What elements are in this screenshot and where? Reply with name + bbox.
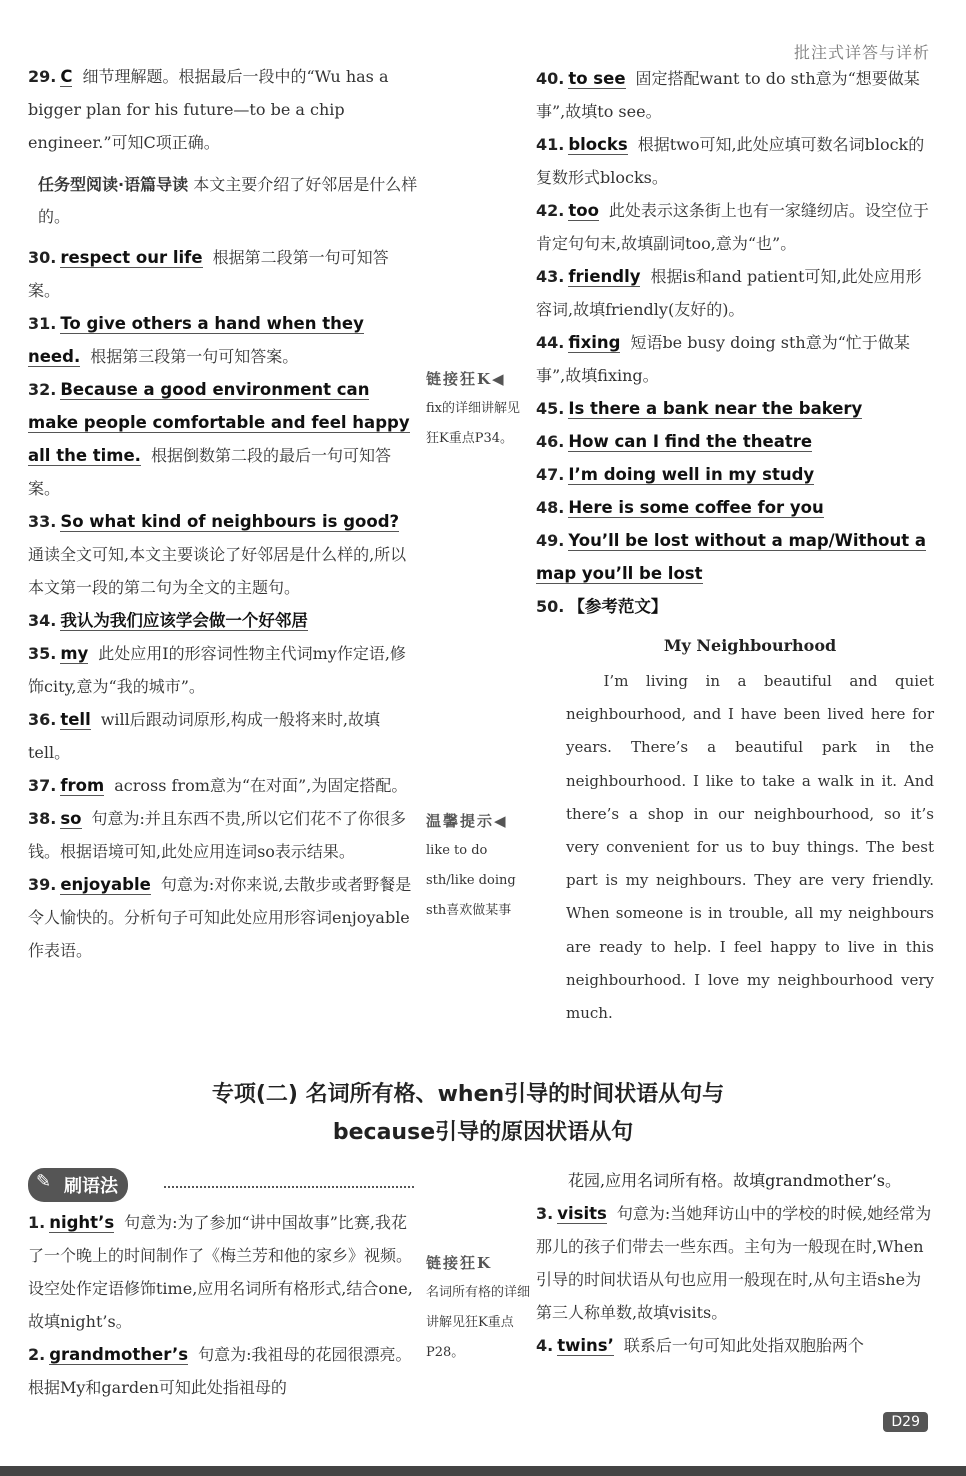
answer-item: 3. visits 句意为:当她拜访山中的学校的时候,她经常为那儿的孩子们带去一些东西。主句为一般现在时,When引导的时间状语从句也应用一般现在时,从句主语she为第三人称单数,故填visits。: [536, 1204, 932, 1322]
section-title: 专项(二) 名词所有格、when引导的时间状语从句与 because引导的原因状语从句: [211, 1082, 725, 1145]
answer-item: 50. 【参考范文】: [536, 597, 668, 616]
answer-item: 49. You’ll be lost without a map/Without a map you’ll be lost: [536, 531, 927, 583]
side-note-possessive: 链接狂K 名词所有格的详细讲解见狂K重点P28。: [426, 1254, 531, 1360]
grammar-bar: [28, 1168, 418, 1204]
answer-item: 4. twins’ 联系后一句可知此处指双胞胎两个: [536, 1336, 864, 1355]
answer-item: 40. to see 固定搭配want to do sth意为“想要做某事”,故填to see。: [536, 69, 920, 121]
answer-item: 46. How can I find the theatre: [536, 432, 813, 451]
answer-item: 33. So what kind of neighbours is good?通读全文可知,本文主要谈论了好邻居是什么样的,所以本文第一段的第二句为全文的主题句。: [28, 512, 407, 597]
page-number: D29: [883, 1412, 928, 1432]
footer-bar: [0, 1466, 966, 1476]
answer-item: 35. my 此处应用I的形容词性物主代词my作定语,修饰city,意为“我的城市”。: [28, 644, 406, 696]
side-note-tip: 温馨提示◀ like to do sth/like doing sth喜欢做某事: [426, 812, 516, 918]
page-header: 批注式详答与详析: [793, 43, 930, 62]
grammar-label: ✎ 刷语法: [28, 1168, 128, 1202]
answer-item: 45. Is there a bank near the bakery: [536, 399, 863, 418]
answer-item: 31. To give others a hand when they need. 根据第三段第一句可知答案。: [28, 314, 364, 366]
essay-title: My Neighbourhood: [663, 636, 837, 655]
answer-item: 36. tell will后跟动词原形,构成一般将来时,故填tell。: [28, 710, 380, 762]
reading-guide: 任务型阅读·语篇导读 本文主要介绍了好邻居是什么样的。: [38, 175, 418, 226]
answer-item: 1. night’s 句意为:为了参加“讲中国故事”比赛,我花了一个晚上的时间制作了《梅兰芳和他的家乡》视频。设空处作定语修饰time,应用名词所有格形式,结合one,故填night’s。: [28, 1213, 413, 1331]
answer-item: 41. blocks 根据two可知,此处应填可数名词block的复数形式blocks。: [536, 135, 925, 187]
answer-item: 2. grandmother’s 句意为:我祖母的花园很漂亮。根据My和garden可知此处指祖母的: [28, 1345, 412, 1397]
answer-item: 34. 我认为我们应该学会做一个好邻居: [28, 611, 308, 630]
left-column: [28, 60, 420, 967]
answer-item: 39. enjoyable 句意为:对你来说,去散步或者野餐是令人愉快的。分析句子可知此处应用形容词enjoyable作表语。: [28, 875, 412, 960]
answer-item: 48. Here is some coffee for you: [536, 498, 824, 517]
essay-body: I’m living in a beautiful and quiet neighbourhood, and I have been lived here for years. There’s a beautiful park in the neighbourhood. I like to take a walk in it. And there’s a shop in our neighbourhood, so it’s very convenient for us to buy things. The best part is my neighbours. They are very friendly. When someone is in trouble, all my neighbours are ready to help. I feel happy to live in this neighbourhood. I love my neighbourhood very much.: [566, 672, 934, 1023]
bottom-left-column: [28, 1206, 420, 1404]
answer-item: 38. so 句意为:并且东西不贵,所以它们花不了你很多钱。根据语境可知,此处应用连词so表示结果。: [28, 809, 406, 861]
dotted-divider: [164, 1186, 414, 1188]
pencil-icon: ✎: [36, 1171, 52, 1192]
answer-item: 37. from across from意为“在对面”,为固定搭配。: [28, 776, 408, 795]
answer-continuation: 花园,应用名词所有格。故填grandmother’s。: [568, 1171, 902, 1190]
right-column: [536, 62, 934, 1030]
answer-item: 42. too 此处表示这条街上也有一家缝纫店。设空位于肯定句句末,故填副词too,意为“也”。: [536, 201, 929, 253]
answer-item: 44. fixing 短语be busy doing sth意为“忙于做某事”,故填fixing。: [536, 333, 910, 385]
answer-item: 47. I’m doing well in my study: [536, 465, 815, 484]
bottom-right-column: [536, 1164, 934, 1362]
answer-item: 29. C 细节理解题。根据最后一段中的“Wu has a bigger plan for his future—to be a chip engineer.”可知C项正确。: [28, 67, 389, 152]
answer-item: 32. Because a good environment can make people comfortable and feel happy all the time. 根据倒数第二段的最后一句可知答案。: [28, 380, 410, 498]
answer-item: 43. friendly 根据is和and patient可知,此处应用形容词,故填friendly(友好的)。: [536, 267, 922, 319]
side-note-fix: 链接狂K◀ fix的详细讲解见狂K重点P34。: [426, 370, 521, 446]
answer-item: 30. respect our life 根据第二段第一句可知答案。: [28, 248, 389, 300]
